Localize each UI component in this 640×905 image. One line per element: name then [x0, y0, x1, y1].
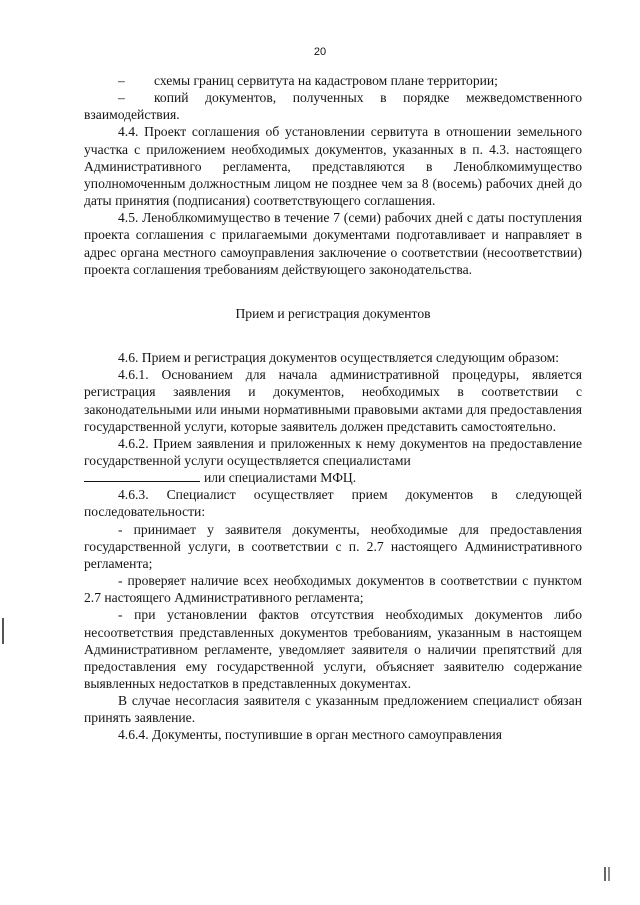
paragraph-4-6-4: 4.6.4. Документы, поступившие в орган местного самоуправления — [118, 727, 503, 743]
paragraph-disagreement: В случае несогласия заявителя с указанным предложением специалист обязан принять заявление. — [84, 693, 582, 726]
procedure-step: - принимает у заявителя документы, необходимые для предоставления государственной услуги, в соответствии с п. 2.7 настоящего Административного регламента; — [84, 521, 582, 571]
paragraph-4-6-3: 4.6.3. Специалист осуществляет прием документов в следующей последовательности: — [84, 487, 582, 520]
paragraph-4-5: 4.5. Леноблкомимущество в течение 7 (семи) рабочих дней с даты поступления проекта соглашения с прилагаемыми документами подготавливает и направляет в адрес органа местного самоуправления заключение о соответствии (несоответствии) проекта соглашения требованиям действующего законодательства. — [84, 210, 582, 277]
paragraph-4-6-1: 4.6.1. Основанием для начала административной процедуры, является регистрация заявления и документов, необходимых в соответствии с законодательными или иными нормативными правовыми актами для предоставления государственной услуги, которые заявитель должен представить самостоятельно. — [84, 367, 582, 434]
list-marker: – — [118, 90, 125, 106]
scan-artifact — [2, 618, 4, 644]
blank-fill-line — [84, 470, 200, 482]
document-body — [84, 72, 582, 744]
scan-artifact — [608, 867, 610, 881]
paragraph-4-4: 4.4. Проект соглашения об установлении сервитута в отношении земельного участка с приложением необходимых документов, указанных в п. 4.3. настоящего Административного регламента, представляются в Леноблкомимущество уполномоченным должностным лицом не позднее чем за 8 (восемь) рабочих дней до даты принятия (подписания) соответствующего соглашения. — [84, 124, 582, 209]
list-item-text: копий документов, полученных в порядке межведомственного взаимодействия. — [84, 90, 582, 123]
paragraph-4-6: 4.6. Прием и регистрация документов осуществляется следующим образом: — [118, 350, 560, 366]
paragraph-4-6-2-tail: или специалистами МФЦ. — [204, 470, 357, 486]
list-item-text: схемы границ сервитута на кадастровом плане территории; — [154, 73, 498, 88]
list-marker: – — [118, 73, 125, 88]
paragraph-4-6-2-text: 4.6.2. Прием заявления и приложенных к нему документов на предоставление государственной услуги осуществляется специалистами — [84, 435, 582, 468]
paragraph-4-6-2 — [84, 435, 582, 469]
procedure-step: - при установлении фактов отсутствия необходимых документов либо несоответствия представленных документов требованиям, указанным в настоящем Административном регламенте, уведомляет заявителя о наличии препятствий для предоставления ему государственной услуги, объясняет заявителю содержание выявленных недостатков в представленных документах. — [84, 607, 582, 691]
list-item — [84, 89, 582, 123]
page-number: 20 — [313, 46, 327, 58]
list-item — [84, 72, 582, 89]
scan-artifact — [604, 867, 606, 881]
procedure-step: - проверяет наличие всех необходимых документов в соответствии с пунктом 2.7 настоящего Административного регламента; — [84, 573, 582, 606]
paragraph-4-6-2-continuation — [84, 469, 582, 486]
section-heading: Прием и регистрация документов — [235, 305, 431, 321]
